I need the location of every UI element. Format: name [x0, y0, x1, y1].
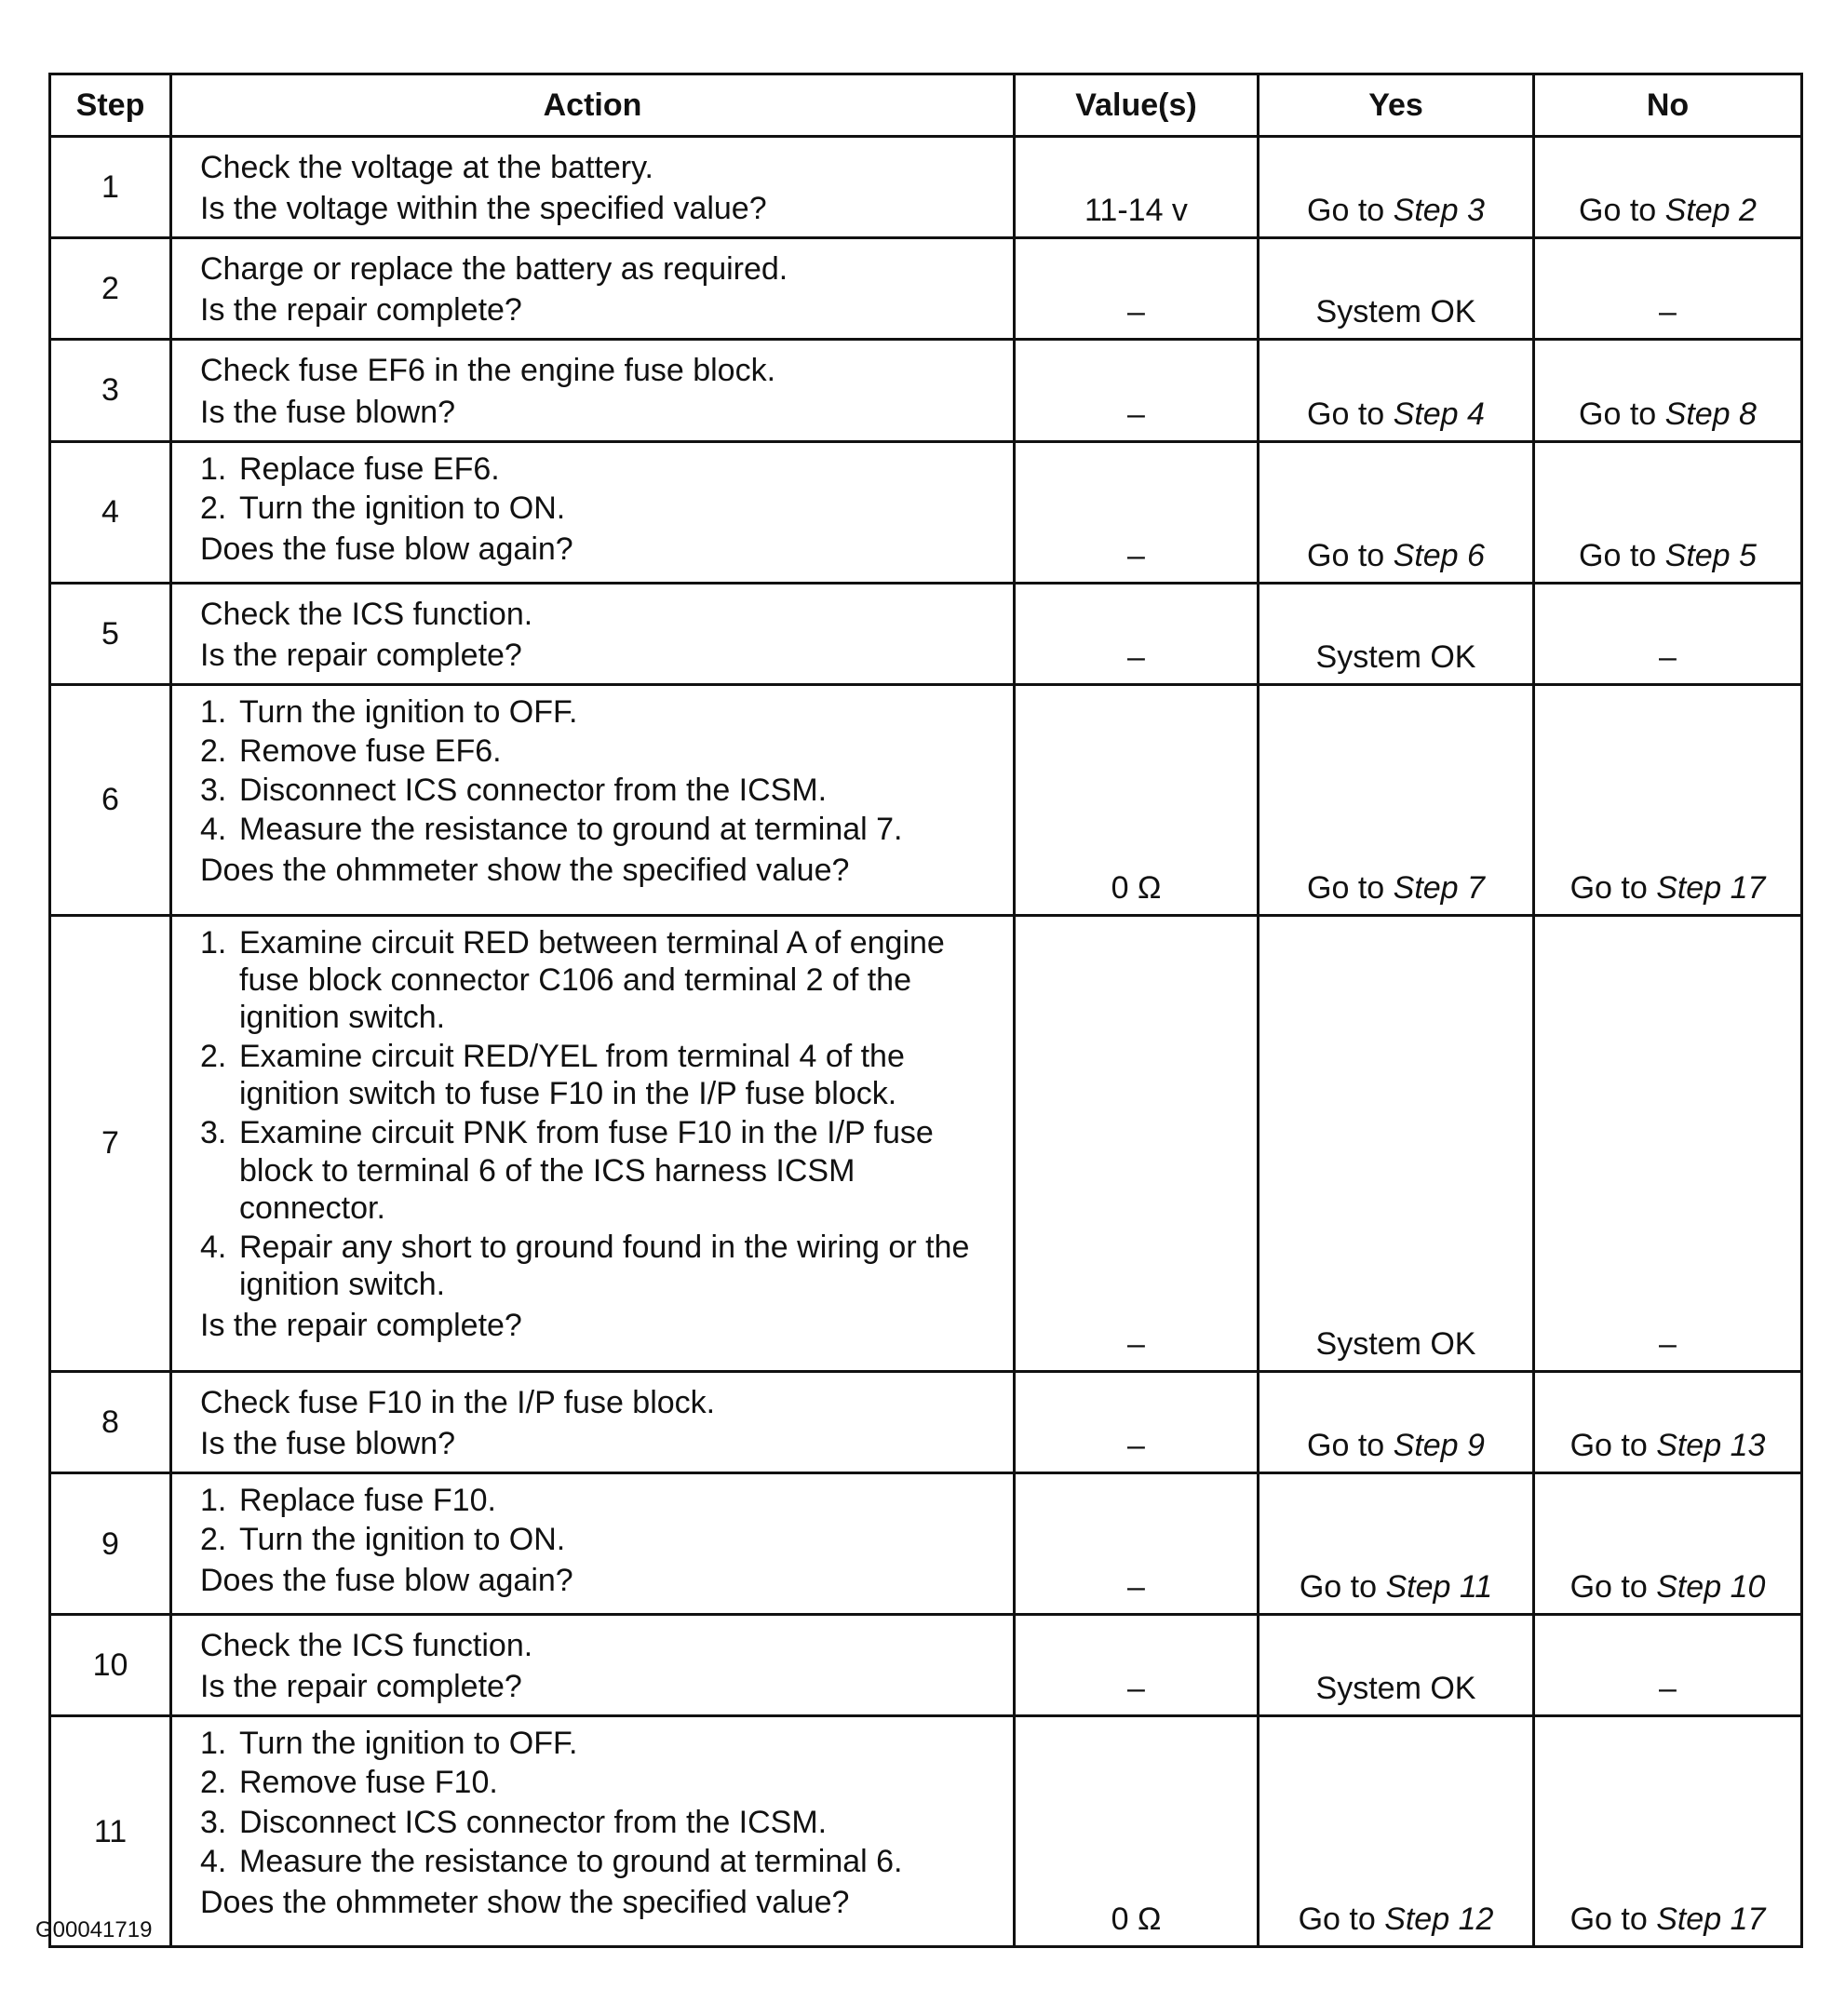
action-line: [200, 1884, 996, 1921]
action-line: [200, 450, 996, 488]
action-line: [200, 693, 996, 731]
action-step-number: 1.: [200, 924, 227, 961]
yes-cell: [1259, 137, 1534, 238]
table-row: [50, 1371, 1802, 1472]
action-line: [200, 1229, 996, 1303]
action-line: [200, 637, 996, 674]
step-number: 4: [50, 441, 171, 583]
no-prefix: –: [1659, 294, 1677, 330]
value-cell: –: [1015, 441, 1259, 583]
table-row: [50, 915, 1802, 1371]
no-cell: [1534, 1473, 1802, 1615]
table-row: [50, 441, 1802, 583]
action-step-text: Disconnect ICS connector from the ICSM.: [239, 1804, 828, 1840]
action-text: Does the ohmmeter show the specified value?: [200, 853, 850, 889]
action-line: [200, 596, 996, 633]
action-cell: [171, 137, 1015, 238]
value-cell: –: [1015, 340, 1259, 441]
action-text: Is the voltage within the specified value?: [200, 191, 767, 227]
yes-prefix: System OK: [1315, 1671, 1476, 1707]
no-cell: [1534, 583, 1802, 684]
header-values: Value(s): [1015, 74, 1259, 137]
action-step-number: 4.: [200, 1843, 227, 1879]
value-cell: 0 Ω: [1015, 1716, 1259, 1947]
action-line: [200, 732, 996, 770]
action-text: Is the repair complete?: [200, 1669, 522, 1705]
yes-goto-step: Step 6: [1393, 537, 1485, 573]
action-cell: [171, 583, 1015, 684]
step-number: 11: [50, 1716, 171, 1947]
action-step-number: 2.: [200, 1765, 227, 1801]
table-row: [50, 137, 1802, 238]
action-text: Does the fuse blow again?: [200, 1563, 573, 1599]
yes-cell: [1259, 684, 1534, 915]
no-prefix: Go to: [1579, 396, 1665, 432]
yes-cell: [1259, 1716, 1534, 1947]
action-line: [200, 1804, 996, 1841]
no-cell: [1534, 1615, 1802, 1716]
no-cell: [1534, 441, 1802, 583]
action-line: [200, 1482, 996, 1519]
action-step-number: 2.: [200, 732, 227, 769]
action-line: [200, 149, 996, 186]
yes-prefix: System OK: [1315, 638, 1476, 675]
action-step-text: Examine circuit RED between terminal A of engine fuse block connector C106 and terminal 2 of the ignition switch.: [239, 924, 945, 1036]
no-goto-step: Step 10: [1656, 1568, 1766, 1605]
yes-cell: [1259, 340, 1534, 441]
diagnostic-table-container: [48, 73, 1800, 1948]
action-step-number: 4.: [200, 812, 227, 848]
table-row: [50, 238, 1802, 340]
action-step-number: 1.: [200, 1483, 227, 1519]
action-cell: [171, 915, 1015, 1371]
no-cell: [1534, 137, 1802, 238]
no-prefix: Go to: [1569, 1568, 1657, 1605]
action-text: Is the fuse blown?: [200, 394, 456, 430]
action-line: [200, 352, 996, 389]
action-line: [200, 1562, 996, 1599]
header-yes: Yes: [1259, 74, 1534, 137]
step-number: 3: [50, 340, 171, 441]
action-line: [200, 1038, 996, 1112]
yes-cell: [1259, 583, 1534, 684]
action-step-number: 4.: [200, 1229, 227, 1265]
action-cell: [171, 1716, 1015, 1947]
yes-goto-step: Step 4: [1393, 396, 1485, 432]
value-cell: –: [1015, 1473, 1259, 1615]
table-row: [50, 684, 1802, 915]
step-number: 9: [50, 1473, 171, 1615]
action-cell: [171, 441, 1015, 583]
step-number: 1: [50, 137, 171, 238]
action-step-text: Repair any short to ground found in the wiring or the ignition switch.: [239, 1229, 970, 1302]
no-goto-step: Step 17: [1656, 869, 1766, 906]
action-step-text: Turn the ignition to ON.: [239, 1522, 566, 1558]
value-cell: –: [1015, 1615, 1259, 1716]
value-cell: 11-14 v: [1015, 137, 1259, 238]
table-row: [50, 1615, 1802, 1716]
action-step-number: 3.: [200, 1115, 227, 1151]
yes-prefix: System OK: [1315, 1325, 1476, 1362]
action-cell: [171, 340, 1015, 441]
no-goto-step: Step 13: [1656, 1427, 1766, 1463]
action-step-number: 3.: [200, 1804, 227, 1840]
action-text: Is the repair complete?: [200, 1307, 522, 1343]
no-prefix: Go to: [1569, 1902, 1657, 1938]
yes-prefix: System OK: [1315, 294, 1476, 330]
action-line: [200, 490, 996, 527]
action-line: [200, 1114, 996, 1226]
action-line: [200, 250, 996, 288]
yes-prefix: Go to: [1307, 1427, 1394, 1463]
step-number: 10: [50, 1615, 171, 1716]
action-line: [200, 1764, 996, 1801]
action-line: [200, 1843, 996, 1880]
action-line: [200, 190, 996, 227]
figure-id: G00041719: [35, 1917, 153, 1942]
action-text: Check the voltage at the battery.: [200, 150, 653, 185]
table-row: [50, 1473, 1802, 1615]
action-step-number: 2.: [200, 1522, 227, 1558]
action-line: [200, 1307, 996, 1344]
action-cell: [171, 238, 1015, 340]
step-number: 8: [50, 1371, 171, 1472]
action-cell: [171, 1473, 1015, 1615]
action-step-text: Examine circuit RED/YEL from terminal 4 of the ignition switch to fuse F10 in the I/P fuse block.: [239, 1039, 905, 1112]
yes-cell: [1259, 441, 1534, 583]
yes-prefix: Go to: [1307, 193, 1394, 229]
action-step-number: 1.: [200, 693, 227, 730]
header-action: Action: [171, 74, 1015, 137]
table-row: [50, 1716, 1802, 1947]
step-number: 2: [50, 238, 171, 340]
action-text: Charge or replace the battery as required.: [200, 251, 788, 288]
step-number: 6: [50, 684, 171, 915]
action-line: [200, 1725, 996, 1762]
action-step-text: Turn the ignition to OFF.: [239, 693, 578, 730]
action-cell: [171, 1371, 1015, 1472]
action-step-text: Replace fuse EF6.: [239, 450, 500, 487]
yes-cell: [1259, 238, 1534, 340]
header-step: Step: [50, 74, 171, 137]
action-cell: [171, 1615, 1015, 1716]
no-cell: [1534, 340, 1802, 441]
yes-goto-step: Step 12: [1384, 1902, 1494, 1938]
yes-prefix: Go to: [1307, 396, 1394, 432]
table-row: [50, 583, 1802, 684]
action-step-text: Turn the ignition to ON.: [239, 490, 566, 526]
action-step-text: Examine circuit PNK from fuse F10 in the I/P fuse block to terminal 6 of the ICS harness ICSM connector.: [239, 1115, 934, 1226]
yes-prefix: Go to: [1298, 1902, 1385, 1938]
action-text: Check fuse EF6 in the engine fuse block.: [200, 353, 776, 389]
yes-goto-step: Step 11: [1385, 1568, 1493, 1605]
yes-prefix: Go to: [1307, 869, 1394, 906]
action-step-number: 2.: [200, 490, 227, 526]
action-text: Does the fuse blow again?: [200, 531, 573, 567]
yes-prefix: Go to: [1299, 1568, 1386, 1605]
value-cell: –: [1015, 583, 1259, 684]
no-cell: [1534, 1716, 1802, 1947]
no-prefix: Go to: [1579, 193, 1665, 229]
no-goto-step: Step 8: [1664, 396, 1757, 432]
yes-prefix: Go to: [1307, 537, 1394, 573]
value-cell: –: [1015, 915, 1259, 1371]
no-prefix: –: [1659, 638, 1677, 675]
action-line: [200, 1425, 996, 1462]
no-cell: [1534, 1371, 1802, 1472]
header-row: [50, 74, 1802, 137]
action-step-text: Remove fuse EF6.: [239, 732, 502, 769]
action-text: Is the fuse blown?: [200, 1425, 456, 1461]
action-text: Is the repair complete?: [200, 637, 522, 673]
table-body: [50, 137, 1802, 1947]
no-goto-step: Step 17: [1656, 1902, 1766, 1938]
no-cell: [1534, 238, 1802, 340]
yes-goto-step: Step 9: [1393, 1427, 1485, 1463]
action-line: [200, 1384, 996, 1421]
action-step-number: 2.: [200, 1039, 227, 1075]
value-cell: –: [1015, 238, 1259, 340]
action-text: Does the ohmmeter show the specified value?: [200, 1884, 850, 1920]
step-number: 7: [50, 915, 171, 1371]
value-cell: 0 Ω: [1015, 684, 1259, 915]
action-text: Check the ICS function.: [200, 596, 533, 632]
action-text: Check the ICS function.: [200, 1628, 533, 1664]
action-cell: [171, 684, 1015, 915]
action-line: [200, 394, 996, 431]
action-line: [200, 924, 996, 1036]
action-line: [200, 772, 996, 809]
action-step-text: Remove fuse F10.: [239, 1765, 498, 1801]
no-goto-step: Step 2: [1664, 193, 1757, 229]
yes-cell: [1259, 915, 1534, 1371]
action-step-number: 3.: [200, 773, 227, 809]
action-step-text: Measure the resistance to ground at terminal 7.: [239, 812, 903, 848]
step-number: 5: [50, 583, 171, 684]
action-line: [200, 852, 996, 889]
yes-goto-step: Step 7: [1393, 869, 1485, 906]
yes-goto-step: Step 3: [1393, 193, 1485, 229]
action-step-number: 1.: [200, 450, 227, 487]
no-prefix: –: [1659, 1325, 1677, 1362]
no-goto-step: Step 5: [1664, 537, 1757, 573]
value-cell: –: [1015, 1371, 1259, 1472]
action-step-number: 1.: [200, 1726, 227, 1762]
no-cell: [1534, 684, 1802, 915]
no-prefix: Go to: [1569, 1427, 1657, 1463]
action-step-text: Measure the resistance to ground at terminal 6.: [239, 1843, 903, 1879]
action-line: [200, 1668, 996, 1705]
yes-cell: [1259, 1473, 1534, 1615]
action-step-text: Replace fuse F10.: [239, 1483, 496, 1519]
action-line: [200, 1521, 996, 1558]
yes-cell: [1259, 1371, 1534, 1472]
diagnostic-table: [48, 73, 1803, 1948]
header-no: No: [1534, 74, 1802, 137]
no-prefix: Go to: [1579, 537, 1665, 573]
no-cell: [1534, 915, 1802, 1371]
no-prefix: –: [1659, 1671, 1677, 1707]
action-text: Check fuse F10 in the I/P fuse block.: [200, 1384, 716, 1420]
action-line: [200, 811, 996, 848]
no-prefix: Go to: [1569, 869, 1657, 906]
action-line: [200, 1627, 996, 1664]
table-row: [50, 340, 1802, 441]
action-step-text: Disconnect ICS connector from the ICSM.: [239, 773, 828, 809]
action-step-text: Turn the ignition to OFF.: [239, 1726, 578, 1762]
action-line: [200, 291, 996, 329]
action-text: Is the repair complete?: [200, 292, 522, 329]
yes-cell: [1259, 1615, 1534, 1716]
action-line: [200, 531, 996, 568]
